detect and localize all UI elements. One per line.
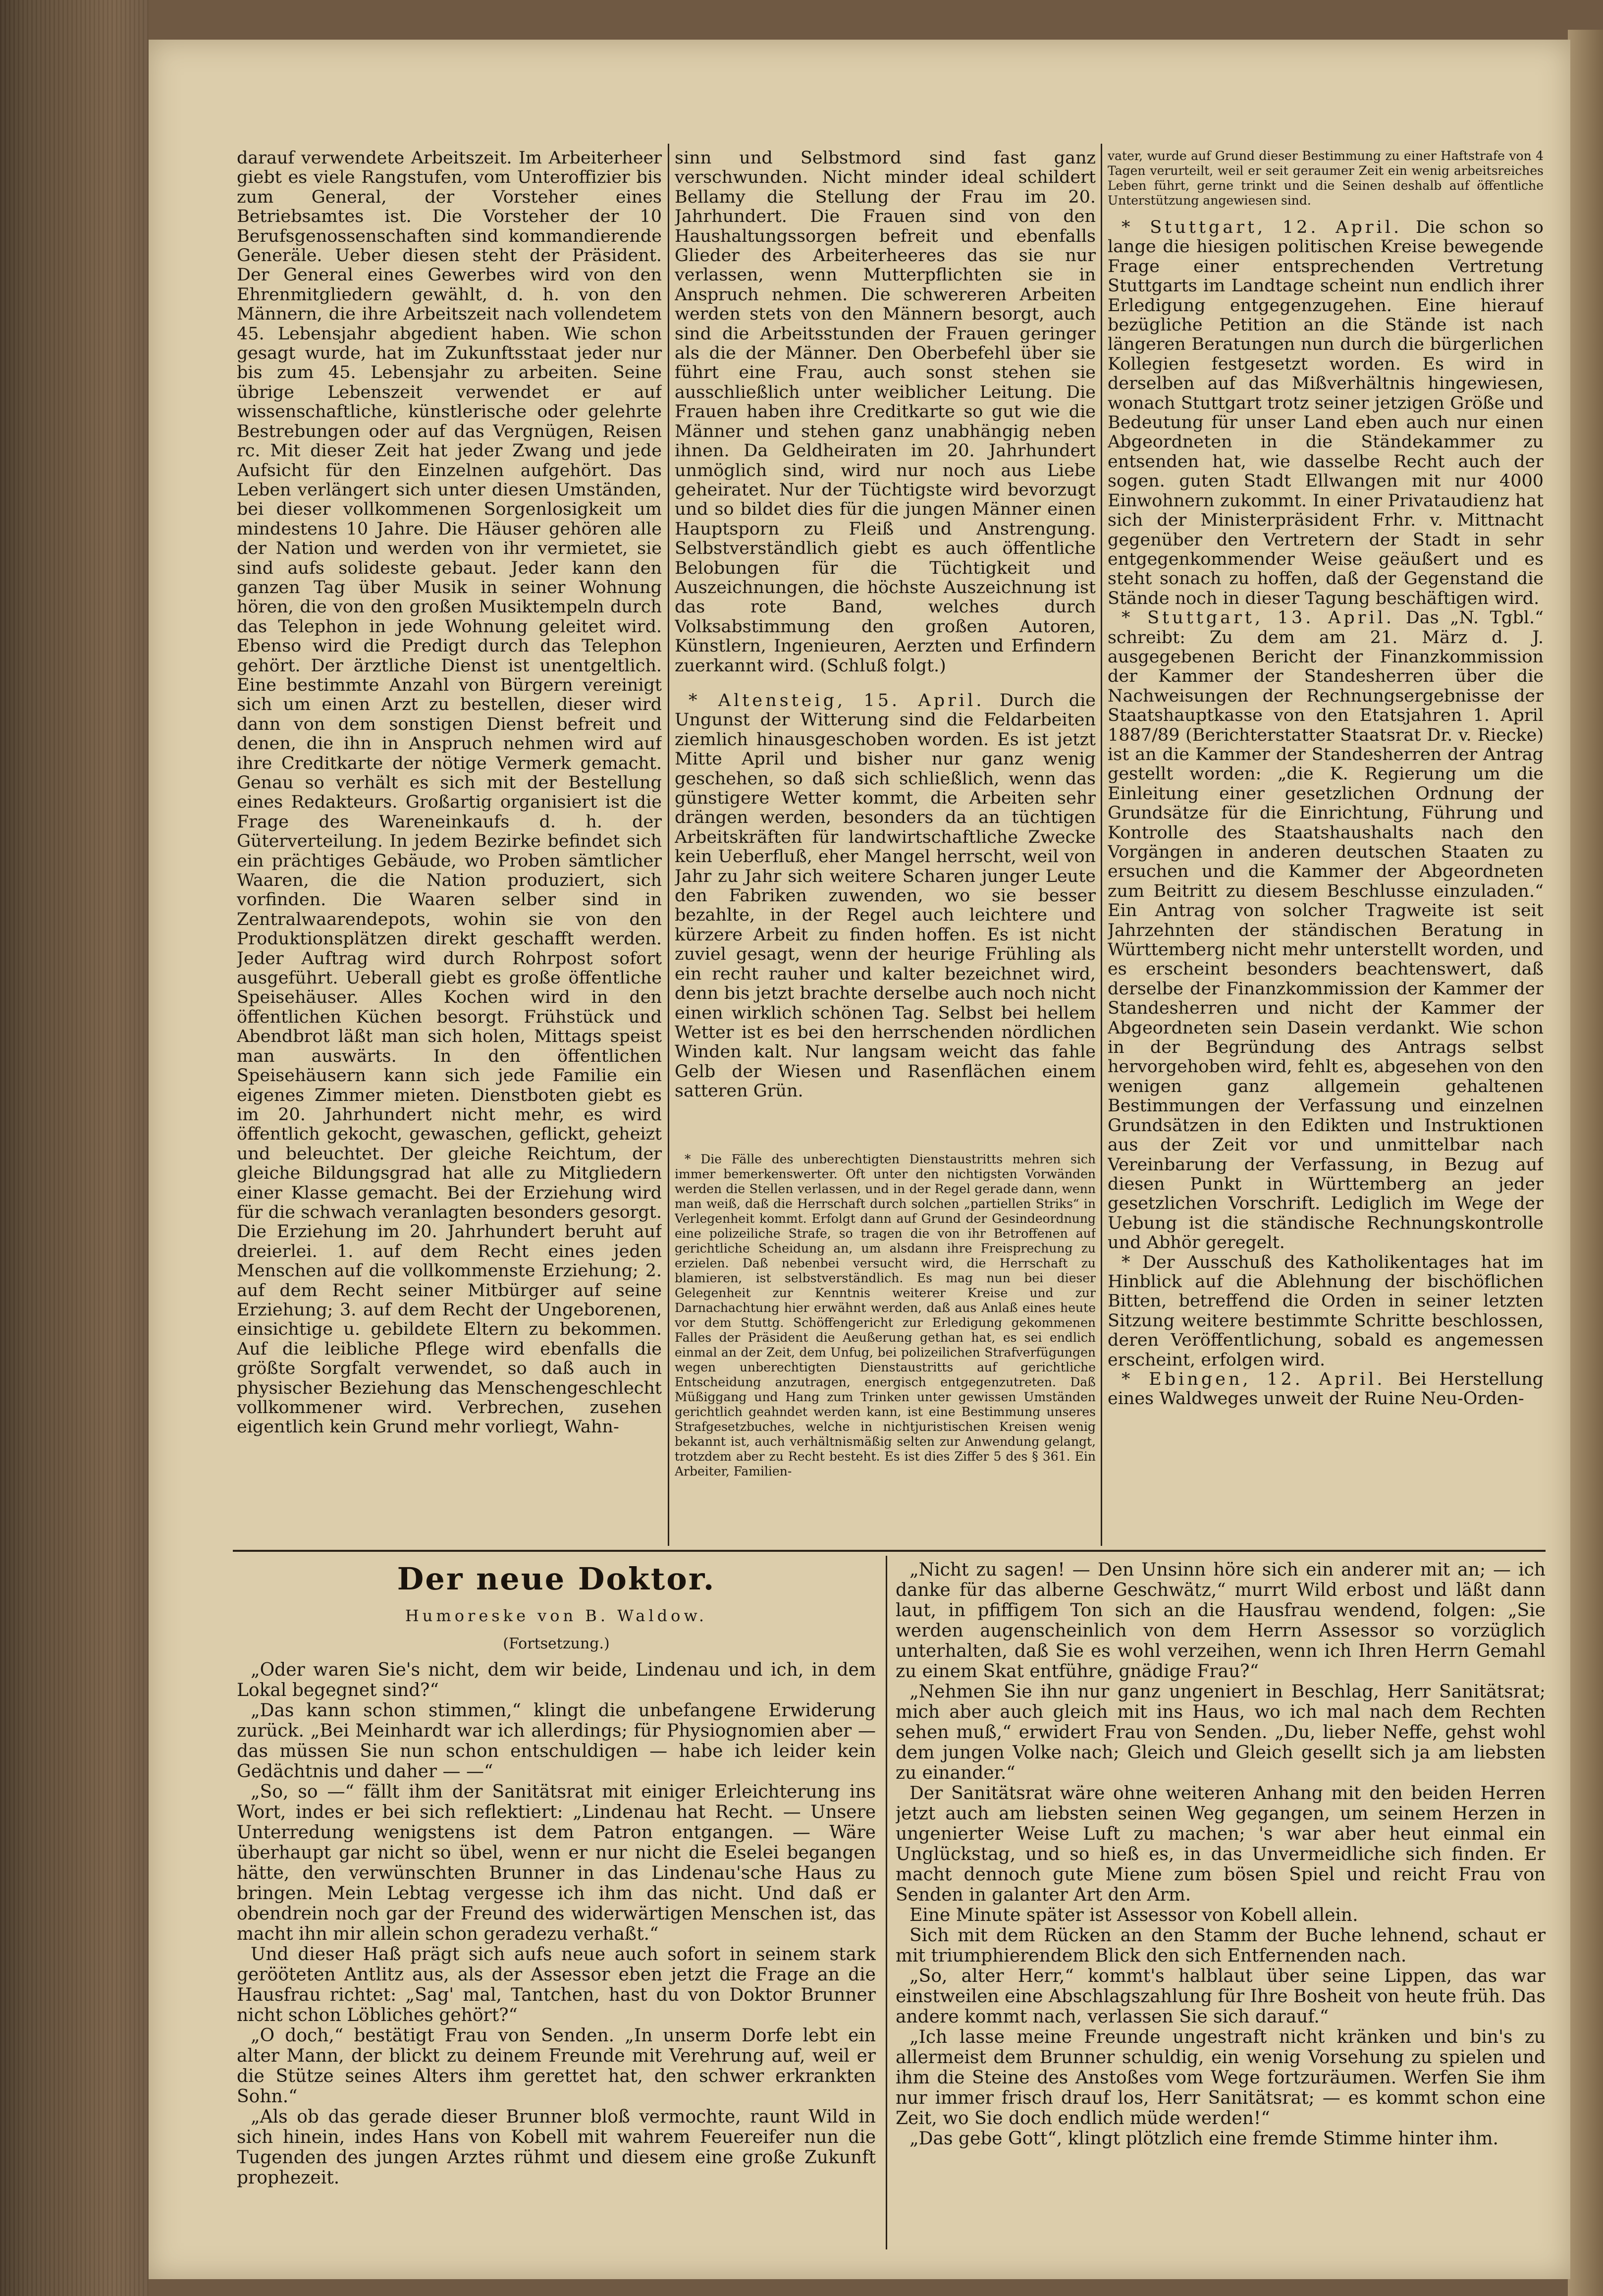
footnote-continuation [1108, 149, 1544, 213]
section-rule [233, 1550, 1546, 1552]
story-column-right [896, 1560, 1546, 2248]
footnote-dienstaustritt [675, 1152, 1096, 1543]
dateline: * Stuttgart, 12. April. [1122, 218, 1402, 237]
article-paragraph: sinn und Selbstmord sind fast ganz verschwunden. Nicht minder ideal schildert Bellamy die Stellung der Frau im 20. Jahrhundert. Die Frauen sind von den Haushaltungssorgen befreit und ebenfalls Glieder des Arbeiterheeres das sie nur verlassen, wenn Mutterpflichten sie in Anspruch nehmen. Die schwereren Arbeiten werden stets von den Männern besorgt, auch sind die Arbeitsstunden der Frauen geringer als die der Männer. Den Oberbefehl über sie führt eine Frau, auch sonst stehen sie ausschließlich unter weiblicher Leitung. Die Frauen haben ihre Creditkarte so gut wie die Männer und stehen ganz unabhängig neben ihnen. Da Geldheiraten im 20. Jahrhundert unmöglich sind, wird nur noch aus Liebe geheiratet. Nur der Tüchtigste wird bevorzugt und so bildet dies für die jungen Männer einen Hauptsporn zu Fleiß und Anstrengung. Selbstverständlich giebt es auch öffentliche Belobungen für die Tüchtigkeit und Auszeichnungen, die höchste Auszeichnung ist das rote Band, welches durch Volksabstimmung den großen Autoren, Künstlern, Ingenieuren, Aerzten und Erfindern zuerkannt wird. (Schluß folgt.) [675, 149, 1096, 676]
story-paragraph: „So, alter Herr,“ kommt's halblaut über seine Lippen, das war einstweilen eine Abschlagszahlung für Ihre Bosheit von heute früh. Das andere kommt nach, verlassen Sie sich darauf.“ [896, 1966, 1546, 2027]
page-edge [1568, 30, 1603, 2296]
footnote-text: vater, wurde auf Grund dieser Bestimmung zu einer Haftstrafe von 4 Tagen verurteilt, weil er seit geraumer Zeit ein wenig arbeitsreiches Leben führt, gerne trinkt und die Seinen deshalb auf öffentliche Unterstützung angewiesen sind. [1108, 149, 1544, 208]
story-paragraph: „Nehmen Sie ihn nur ganz ungeniert in Beschlag, Herr Sanitätsrat; mich aber auch gleich mit ins Haus, wo ich mal nach dem Rechten sehen muß,“ erwidert Frau von Senden. „Du, lieber Neffe, gehst wohl dem jungen Volke nach; Gleich und Gleich gesellt sich ja am liebsten zu einander.“ [896, 1682, 1546, 1783]
story-paragraph: „Oder waren Sie's nicht, dem wir beide, Lindenau und ich, in dem Lokal begegnet sind?“ [237, 1660, 876, 1700]
story-paragraph: Und dieser Haß prägt sich aufs neue auch sofort in seinem stark gerööteten Antlitz aus, als der Assessor eben jetzt die Frage an die Hausfrau richtet: „Sag' mal, Tantchen, hast du von Doktor Brunner nicht schon Löbliches gehört?“ [237, 1944, 876, 2025]
news-text: Durch die Ungunst der Witterung sind die Feldarbeiten ziemlich hinausgeschoben worden. Es ist jetzt Mitte April und bisher nur ganz wenig geschehen, so daß sich schließlich, wenn das günstigere Wetter kommt, die Arbeiten sehr drängen werden, besonders da an tüchtigen Arbeitskräften für landwirtschaftliche Zwecke kein Ueberfluß, eher Mangel herrscht, weil von Jahr zu Jahr sich weitere Scharen junger Leute den Fabriken zuwenden, wo sie besser bezahlte, in der Regel auch leichtere und kürzere Arbeit zu finden hoffen. Es ist nicht zuviel gesagt, wenn der heurige Frühling als ein recht rauher und kalter bezeichnet wird, denn bis jetzt brachte derselbe auch noch nicht einen wirklich schönen Tag. Selbst bei hellem Wetter ist es bei den herrschenden nördlichen Winden kalt. Nur langsam weicht das fahle Gelb der Wiesen und Rasenflächen einem satteren Grün. [675, 691, 1096, 1101]
news-item-altensteig [675, 691, 1096, 1146]
news-item-ebingen [1108, 1370, 1544, 1409]
news-column-3 [1108, 218, 1544, 1546]
story-paragraph: Der Sanitätsrat wäre ohne weiteren Anhang mit den beiden Herren jetzt auch am liebsten seinen Weg gegangen, um seinem Herzen in ungenierter Weise Luft zu machen; 's war aber heut einmal ein Unglückstag, und so hieß es, in das Unvermeidliche sich finden. Er macht dennoch gute Miene zum bösen Spiel und reicht Frau von Senden in galanter Art den Arm. [896, 1783, 1546, 1905]
footnote-text: * Die Fälle des unberechtigten Dienstaustritts mehren sich immer bemerkenswerter. Oft unter den nichtigsten Vorwänden werden die Stellen verlassen, und in der Regel gerade dann, wenn man weiß, daß die Herrschaft durch solchen „partiellen Striks“ in Verlegenheit kommt. Erfolgt dann auf Grund der Gesindeordnung eine polizeiliche Strafe, so tragen die von ihr Betroffenen auf gerichtliche Scheidung an, um alsdann ihre Freisprechung zu erzielen. Daß nebenbei versucht wird, die Herrschaft zu blamieren, ist selbstverständlich. Es mag nun bei dieser Gelegenheit zur Kenntnis weiterer Kreise und zur Darnachachtung hier erwähnt werden, daß aus Anlaß eines heute vor dem Stuttg. Schöffengericht zur Erledigung gekommenen Falles der Präsident die Aeußerung gethan hat, es sei endlich einmal an der Zeit, dem Unfug, bei polizeilichen Strafverfügungen wegen unberechtigten Dienstaustritts auf gerichtliche Entscheidung anzutragen, energisch entgegenzutreten. Daß Müßiggang und Hang zum Trinken unter gewissen Umständen gerichtlich geahndet werden kann, ist eine Bestimmung unseres Strafgesetzbuches, welche in nichtjuristischen Kreisen wenig bekannt ist, auch verhältnismäßig selten zur Anwendung gelangt, trotzdem aber zu Recht besteht. Es ist dies Ziffer 5 des § 361. Ein Arbeiter, Familien- [675, 1152, 1096, 1478]
news-item-stuttgart-2 [1108, 608, 1544, 1253]
book-binding-edge [0, 0, 149, 2296]
story-continuation-note: (Fortsetzung.) [503, 1635, 610, 1652]
story-subtitle: Humoreske von B. Waldow. [405, 1606, 708, 1625]
story-paragraph: „So, so —“ fällt ihm der Sanitätsrat mit einiger Erleichterung ins Wort, indes er bei sich reflektiert: „Lindenau hat Recht. — Unsere Unterredung wenigstens ist dem Patron entgangen. — Wäre überhaupt gar nicht so übel, wenn er nur nicht die Eselei begangen hätte, den verwünschten Brunner in das Lindenau'sche Haus zu bringen. Mein Lebtag vergesse ich ihm das nicht. Und daß er obendrein noch gar der Freund des widerwärtigen Menschen ist, das macht ihn mir allein schon geradezu verhaßt.“ [237, 1782, 876, 1944]
story-paragraph: „Als ob das gerade dieser Brunner bloß vermochte, raunt Wild in sich hinein, indes Hans von Kobell mit wahrem Feuereifer nun die Tugenden des jungen Arztes rühmt und diesem eine große Zukunft prophezeit. [237, 2107, 876, 2188]
dateline: * Altensteig, 15. April. [689, 691, 985, 711]
news-item-katholikentag: * Der Ausschuß des Katholikentages hat im Hinblick auf die Ablehnung der bischöflichen Bitten, betreffend die Orden in seiner letzten Sitzung weitere bestimmte Schritte beschlossen, deren Veröffentlichung, sobald es angemessen erscheint, erfolgen wird. [1108, 1252, 1544, 1370]
news-text: Bei Herstellung eines Waldweges unweit der Ruine Neu-Orden- [1108, 1369, 1544, 1409]
article-column-1 [237, 149, 662, 1545]
story-column-left [237, 1660, 876, 2235]
story-paragraph: „Das kann schon stimmen,“ klingt die unbefangene Erwiderung zurück. „Bei Meinhardt war ich allerdings; für Physiognomien aber — das müssen Sie nun schon entschuldigen — habe ich leider kein Gedächtnis und daher — —“ [237, 1700, 876, 1782]
story-title: Der neue Doktor. [397, 1561, 716, 1597]
news-text: Das „N. Tgbl.“ schreibt: Zu dem am 21. März d. J. ausgegebenen Bericht der Finanzkommission der Kammer der Standesherren über die Nachweisungen der Rechnungsergebnisse der Staatshauptkasse von den Etatsjahren 1. April 1887/89 (Berichterstatter Staatsrat Dr. v. Riecke) ist an die Kammer der Standesherren der Antrag gestellt worden: „die K. Regierung um die Einleitung einer gesetzlichen Ordnung der Grundsätze für die Einrichtung, Führung und Kontrolle des Staatshaushalts nach den Vorgängen in anderen deutschen Staaten zu ersuchen und die Kammer der Abgeordneten zum Beitritt zu diesem Beschlusse einzuladen.“ Ein Antrag von solcher Tragweite ist seit Jahrzehnten der ständischen Beratung in Württemberg nicht mehr unterstellt worden, und es erscheint besonders beachtenswert, daß derselbe der Finanzkommission der Kammer der Standesherren und nicht der Kammer der Abgeordneten sein Dasein verdankt. Wie schon in der Begründung des Antrags selbst hervorgehoben wird, fehlt es, abgesehen von den wenigen ganz allgemein gehaltenen Bestimmungen der Verfassung und einzelnen Grundsätzen in den Edikten und Instruktionen aus der Zeit vor und unmittelbar nach Vereinbarung der Verfassung, in Bezug auf diesen Punkt in Württemberg an jeder gesetzlichen Vorschrift. Lediglich im Wege der Uebung ist die ständische Rechnungskontrolle und Abhör geregelt. [1108, 608, 1544, 1253]
news-text: Die schon so lange die hiesigen politischen Kreise bewegende Frage einer entsprechenden Vertretung Stuttgarts im Landtage scheint nun endlich ihrer Erledigung entgegenzugehen. Eine hierauf bezügliche Petition an die Stände ist nach längeren Beratungen nun durch die bürgerlichen Kollegien festgesetzt worden. Es wird in derselben auf das Mißverhältnis hingewiesen, wonach Stuttgart trotz seiner jetzigen Größe und Bedeutung für unser Land eben auch nur einen Abgeordneten in die Ständekammer zu entsenden hat, wie dasselbe Recht auch der sogen. guten Stadt Ellwangen mit nur 4000 Einwohnern zukommt. In einer Privataudienz hat sich der Ministerpräsident Frhr. v. Mittnacht gegenüber den Vertretern der Stadt in sehr entgegenkommender Weise geäußert und es steht sonach zu hoffen, daß der Gegenstand die Stände noch in dieser Tagung beschäftigen wird. [1108, 218, 1544, 608]
article-column-2 [675, 149, 1096, 686]
story-paragraph: „Nicht zu sagen! — Den Unsinn höre sich ein anderer mit an; — ich danke für das alberne Geschwätz,“ murrt Wild erbost und läßt dann laut, in pfiffigem Ton sich an die Hausfrau wendend, folgen: „Sie werden augenscheinlich von dem Herrn Assessor so vorzüglich unterhalten, daß Sie es wohl verzeihen, wenn ich Ihren Herrn Gemahl zu einem Skat entführe, gnädige Frau?“ [896, 1560, 1546, 1682]
story-paragraph: „O doch,“ bestätigt Frau von Senden. „In unserm Dorfe lebt ein alter Mann, der blickt zu deinem Freunde mit Verehrung auf, weil er die Stütze seines Alters ihm gerettet hat, den schwer erkrankten Sohn.“ [237, 2025, 876, 2107]
article-paragraph: darauf verwendete Arbeitszeit. Im Arbeiterheer giebt es viele Rangstufen, vom Unteroffizier bis zum General, der Vorsteher eines Betriebsamtes ist. Die Vorsteher der 10 Berufsgenossenschaften sind kommandierende Generäle. Ueber diesen steht der Präsident. Der General eines Gewerbes wird von den Ehrenmitgliedern gewählt, d. h. von den Männern, die ihre Arbeitszeit nach vollendetem 45. Lebensjahr abgedient haben. Wie schon gesagt wurde, hat im Zukunftsstaat jeder nur bis zum 45. Lebensjahr zu arbeiten. Seine übrige Lebenszeit verwendet er auf wissenschaftliche, künstlerische oder gelehrte Bestrebungen oder auf das Vergnügen, Reisen rc. Mit dieser Zeit hat jeder Zwang und jede Aufsicht für den Einzelnen aufgehört. Das Leben verlängert sich unter diesen Umständen, bei dieser vollkommenen Sorgenlosigkeit um mindestens 10 Jahre. Die Häuser gehören alle der Nation und werden von ihr vermietet, sie sind aufs solideste gebaut. Jeder kann den ganzen Tag über Musik in seiner Wohnung hören, die von den großen Musiktempeln durch das Telephon in jede Wohnung geleitet wird. Ebenso wird die Predigt durch das Telephon gehört. Der ärztliche Dienst ist unentgeltlich. Eine bestimmte Anzahl von Bürgern vereinigt sich um einen Arzt zu bestellen, dieser wird dann von dem sonstigen Dienst befreit und denen, die ihn in Anspruch nehmen wird auf ihre Creditkarte der nötige Vermerk gemacht. Genau so verhält es sich mit der Bestellung eines Redakteurs. Großartig organisiert ist die Frage des Wareneinkaufs d. h. der Güterverteilung. In jedem Bezirke befindet sich ein prächtiges Gebäude, wo Proben sämtlicher Waaren, die die Nation produziert, sich vorfinden. Die Waaren selber sind in Zentralwaarendepots, wohin sie von den Produktionsplätzen direkt geschafft werden. Jeder Auftrag wird durch Rohrpost sofort ausgeführt. Ueberall giebt es große öffentliche Speisehäuser. Alles Kochen wird in den öffentlichen Küchen besorgt. Frühstück und Abendbrot läßt man sich holen, Mittags speist man auswärts. In den öffentlichen Speisehäusern kann sich jede Familie ein eigenes Zimmer mieten. Dienstboten giebt es im 20. Jahrhundert nicht mehr, es wird öffentlich gekocht, gewaschen, geflickt, geheizt und beleuchtet. Der gleiche Reichtum, der gleiche Bildungsgrad hat alle zu Mitgliedern einer Klasse gemacht. Bei der Erziehung wird für die schwach veranlagten besonders gesorgt. Die Erziehung im 20. Jahrhundert beruht auf dreierlei. 1. auf dem Recht eines jeden Menschen auf die vollkommenste Erziehung; 2. auf dem Recht seiner Mitbürger auf seine Erziehung; 3. auf dem Recht der Ungeborenen, einsichtige u. gebildete Eltern zu bekommen. Auf die leibliche Pflege wird ebenfalls die größte Sorgfalt verwendet, so daß auch in physischer Beziehung das Menschengeschlecht vollkommener wird. Verbrechen, zusehen eigentlich kein Grund mehr vorliegt, Wahn- [237, 149, 662, 1437]
story-paragraph: „Ich lasse meine Freunde ungestraft nicht kränken und bin's zu allermeist dem Brunner schuldig, ein wenig Vorsehung zu spielen und ihm die Steine des Anstoßes vom Wege fortzuräumen. Werfen Sie ihm nur immer frisch drauf los, Herr Sanitätsrat; — es kommt schon eine Zeit, wo Sie doch endlich müde werden!“ [896, 2027, 1546, 2129]
story-paragraph: „Das gebe Gott“, klingt plötzlich eine fremde Stimme hinter ihm. [909, 2129, 1498, 2149]
story-paragraph: Eine Minute später ist Assessor von Kobell allein. [909, 1905, 1358, 1925]
story-paragraph: Sich mit dem Rücken an den Stamm der Buche lehnend, schaut er mit triumphierendem Blick den sich Entfernenden nach. [896, 1925, 1546, 1966]
news-item-stuttgart-1 [1108, 218, 1544, 608]
column-rule [886, 1556, 887, 2249]
column-rule [1101, 144, 1102, 1546]
column-rule [668, 144, 669, 1546]
dateline: * Ebingen, 12. April. [1122, 1369, 1386, 1389]
dateline: * Stuttgart, 13. April. [1122, 608, 1395, 628]
